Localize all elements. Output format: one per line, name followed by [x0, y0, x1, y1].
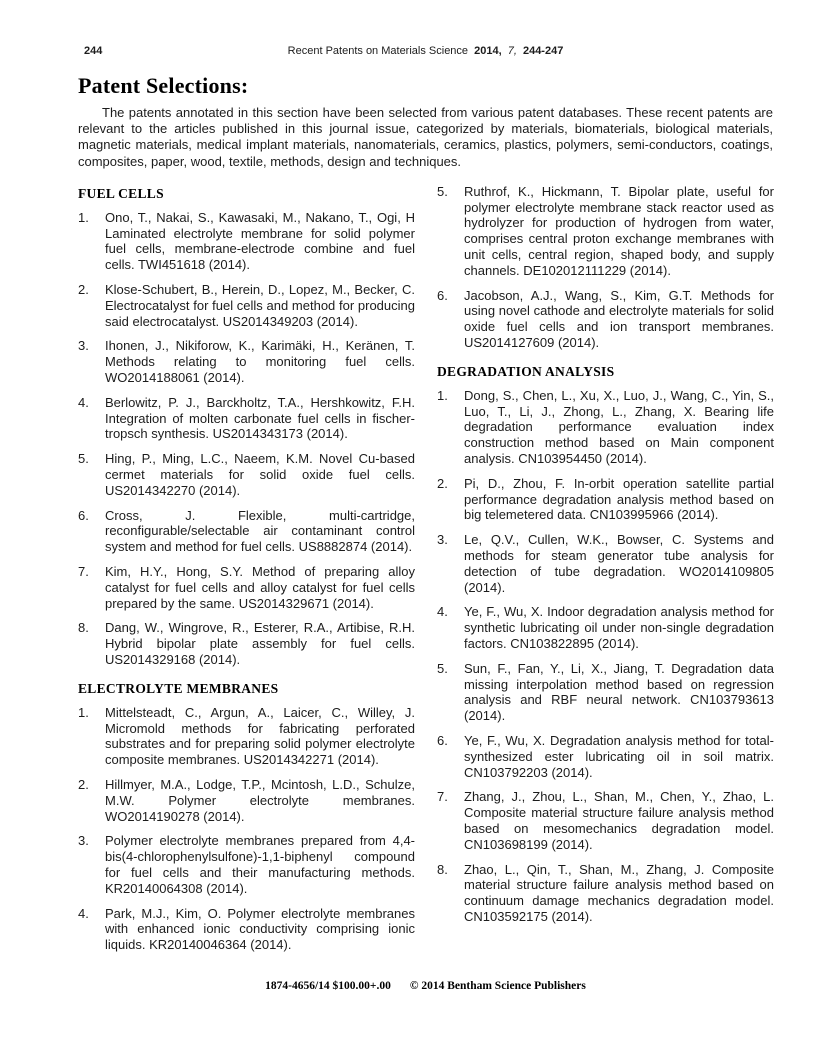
- section-heading: ELECTROLYTE MEMBRANES: [78, 680, 279, 696]
- section-heading: FUEL CELLS: [78, 185, 164, 201]
- copyright-notice: © 2014 Bentham Science Publishers: [409, 980, 586, 992]
- left-column: [78, 184, 415, 962]
- reference-text: Hing, P., Ming, L.C., Naeem, K.M. Novel Cu-based cermet materials for solid oxide fuel cells. US2014342270 (2014).: [105, 451, 415, 498]
- two-column-body: [78, 184, 773, 962]
- issn-price: 1874-4656/14 $100.00+.00: [265, 980, 391, 992]
- reference-text: Ye, F., Wu, X. Indoor degradation analysis method for synthetic lubricating oil under non-single degradation factors. CN103822895 (2014).: [464, 604, 774, 651]
- reference-item: [437, 862, 774, 925]
- citation-year: 2014,: [474, 45, 502, 57]
- reference-item: [78, 564, 415, 611]
- reference-text: Zhang, J., Zhou, L., Shan, M., Chen, Y., Zhao, L. Composite material structure failure analysis method based on mesomechanics degradation model. CN103698199 (2014).: [464, 789, 774, 852]
- reference-item: [78, 906, 415, 953]
- reference-item: [437, 476, 774, 523]
- citation-pages: 244-247: [522, 45, 564, 57]
- reference-text: Sun, F., Fan, Y., Li, X., Jiang, T. Degradation data missing interpolation method based on regression analysis and RBF neural network. CN103793613 (2014).: [464, 660, 774, 724]
- reference-number: 4.: [78, 394, 89, 410]
- reference-number: 1.: [437, 387, 448, 403]
- reference-number: 2.: [78, 282, 89, 297]
- reference-item: [78, 395, 415, 442]
- reference-number: 1.: [78, 209, 89, 225]
- reference-number: 2.: [78, 776, 89, 792]
- reference-text: Pi, D., Zhou, F. In-orbit operation satellite partial performance degradation analysis method based on big telemetered data. CN103995966 (2014).: [464, 475, 774, 523]
- reference-item: [437, 184, 774, 279]
- reference-text: Jacobson, A.J., Wang, S., Kim, G.T. Methods for using novel cathode and electrolyte materials for solid oxide fuel cells and ion transport membranes. US2014127609 (2014).: [464, 287, 774, 350]
- citation-volume: 7,: [507, 45, 517, 57]
- reference-text: Le, Q.V., Cullen, W.K., Bowser, C. Systems and methods for steam generator tube analysis for detection of tube degradation. WO2014109805 (2014).: [464, 532, 774, 595]
- reference-text: Berlowitz, P. J., Barckholtz, T.A., Hershkowitz, F.H. Integration of molten carbonate fuel cells in fischer-tropsch synthesis. US2014343173 (2014).: [105, 394, 415, 442]
- reference-number: 2.: [437, 475, 448, 491]
- reference-text: Cross, J. Flexible, multi-cartridge, reconfigurable/selectable air contaminant control system and method for fuel cells. US8882874 (2014).: [105, 507, 415, 555]
- reference-item: [78, 210, 415, 273]
- reference-text: Park, M.J., Kim, O. Polymer electrolyte membranes with enhanced ionic conductivity comprising ionic liquids. KR20140046364 (2014).: [105, 905, 415, 953]
- reference-text: Kim, H.Y., Hong, S.Y. Method of preparing alloy catalyst for fuel cells and alloy catalyst for fuel cells prepared by the same. US2014329671 (2014).: [105, 563, 415, 611]
- reference-text: Polymer electrolyte membranes prepared from 4,4-bis(4-chlorophenylsulfone)-1,1-biphenyl compound for fuel cells and their manufacturing methods. KR20140064308 (2014).: [105, 833, 415, 896]
- reference-item: [437, 388, 774, 467]
- reference-item: [78, 833, 415, 896]
- page-title: Patent Selections:: [78, 73, 249, 98]
- reference-text: Ye, F., Wu, X. Degradation analysis method for total-synthesized ester lubricating oil in soil matrix. CN103792203 (2014).: [464, 732, 774, 780]
- reference-item: [78, 620, 415, 667]
- reference-number: 6.: [78, 507, 89, 523]
- reference-item: [437, 661, 774, 724]
- reference-item: [78, 508, 415, 555]
- reference-item: [437, 288, 774, 351]
- reference-number: 7.: [437, 789, 448, 805]
- reference-number: 4.: [437, 604, 448, 620]
- reference-text: Klose-Schubert, B., Herein, D., Lopez, M., Becker, C. Electrocatalyst for fuel cells and method for producing said electrocatalyst. US2014349203 (2014).: [105, 282, 415, 329]
- reference-number: 4.: [78, 905, 89, 921]
- reference-number: 6.: [437, 287, 448, 303]
- reference-text: Ono, T., Nakai, S., Kawasaki, M., Nakano, T., Ogi, H Laminated electrolyte membrane for solid polymer fuel cells, membrane-electrode combine and fuel cells. TWI451618 (2014).: [105, 209, 415, 273]
- page-header: [78, 44, 773, 59]
- reference-item: [78, 282, 415, 329]
- reference-number: 8.: [78, 620, 89, 636]
- reference-number: 7.: [78, 563, 89, 579]
- running-head: [78, 44, 773, 59]
- reference-text: Zhao, L., Qin, T., Shan, M., Zhang, J. Composite material structure failure analysis method based on continuum damage mechanics degradation model. CN103592175 (2014).: [464, 861, 774, 924]
- reference-number: 5.: [78, 451, 89, 467]
- reference-number: 6.: [437, 732, 448, 748]
- page-footer: [78, 980, 773, 992]
- reference-number: 8.: [437, 861, 448, 877]
- reference-item: [437, 789, 774, 852]
- reference-number: 3.: [78, 338, 89, 354]
- right-column: [437, 184, 774, 934]
- reference-item: [437, 604, 774, 651]
- reference-item: [78, 338, 415, 385]
- page-number: 244: [84, 45, 103, 57]
- journal-title: Recent Patents on Materials Science: [287, 45, 469, 57]
- reference-number: 3.: [78, 833, 89, 849]
- reference-number: 3.: [437, 532, 448, 548]
- reference-number: 5.: [437, 660, 448, 676]
- intro-paragraph: The patents annotated in this section have been selected from various patent databases. These recent patents are relevant to the articles published in this journal issue, categorized by materials, biomaterials, biological materials, magnetic materials, medical implant materials, nanomaterials, ceramics, plastics, polymers, semi-conductors, coatings, composites, paper, wood, textile, methods, design and techniques.: [78, 105, 773, 169]
- reference-item: [437, 532, 774, 595]
- reference-item: [78, 705, 415, 768]
- reference-text: Dong, S., Chen, L., Xu, X., Luo, J., Wang, C., Yin, S., Luo, T., Li, J., Zhong, L., Zhang, X. Bearing life degradation performance evaluation index construction method based on Main component analysis. CN103954450 (2014).: [464, 387, 774, 466]
- reference-text: Mittelsteadt, C., Argun, A., Laicer, C., Willey, J. Micromold methods for fabricating perforated substrates and for preparing solid polymer electrolyte composite membranes. US2014342271 (2014).: [105, 704, 415, 768]
- reference-item: [437, 733, 774, 780]
- reference-number: 5.: [437, 183, 448, 199]
- reference-number: 1.: [78, 704, 89, 720]
- reference-text: Hillmyer, M.A., Lodge, T.P., Mcintosh, L.D., Schulze, M.W. Polymer electrolyte membranes. WO2014190278 (2014).: [105, 776, 415, 824]
- reference-item: [78, 777, 415, 824]
- reference-text: Dang, W., Wingrove, R., Esterer, R.A., Artibise, R.H. Hybrid bipolar plate assembly for fuel cells. US2014329168 (2014).: [105, 620, 415, 667]
- reference-item: [78, 451, 415, 498]
- section-heading: DEGRADATION ANALYSIS: [437, 363, 615, 379]
- reference-text: Ihonen, J., Nikiforow, K., Karimäki, H., Keränen, T. Methods relating to monitoring fuel cells. WO2014188061 (2014).: [105, 338, 415, 385]
- reference-text: Ruthrof, K., Hickmann, T. Bipolar plate, useful for polymer electrolyte membrane stack reactor used as hydrolyzer for production of hydrogen from water, comprises central proton exchange membranes with unit cells, central region, shaped body, and supply channels. DE102012111229 (2014).: [464, 183, 774, 278]
